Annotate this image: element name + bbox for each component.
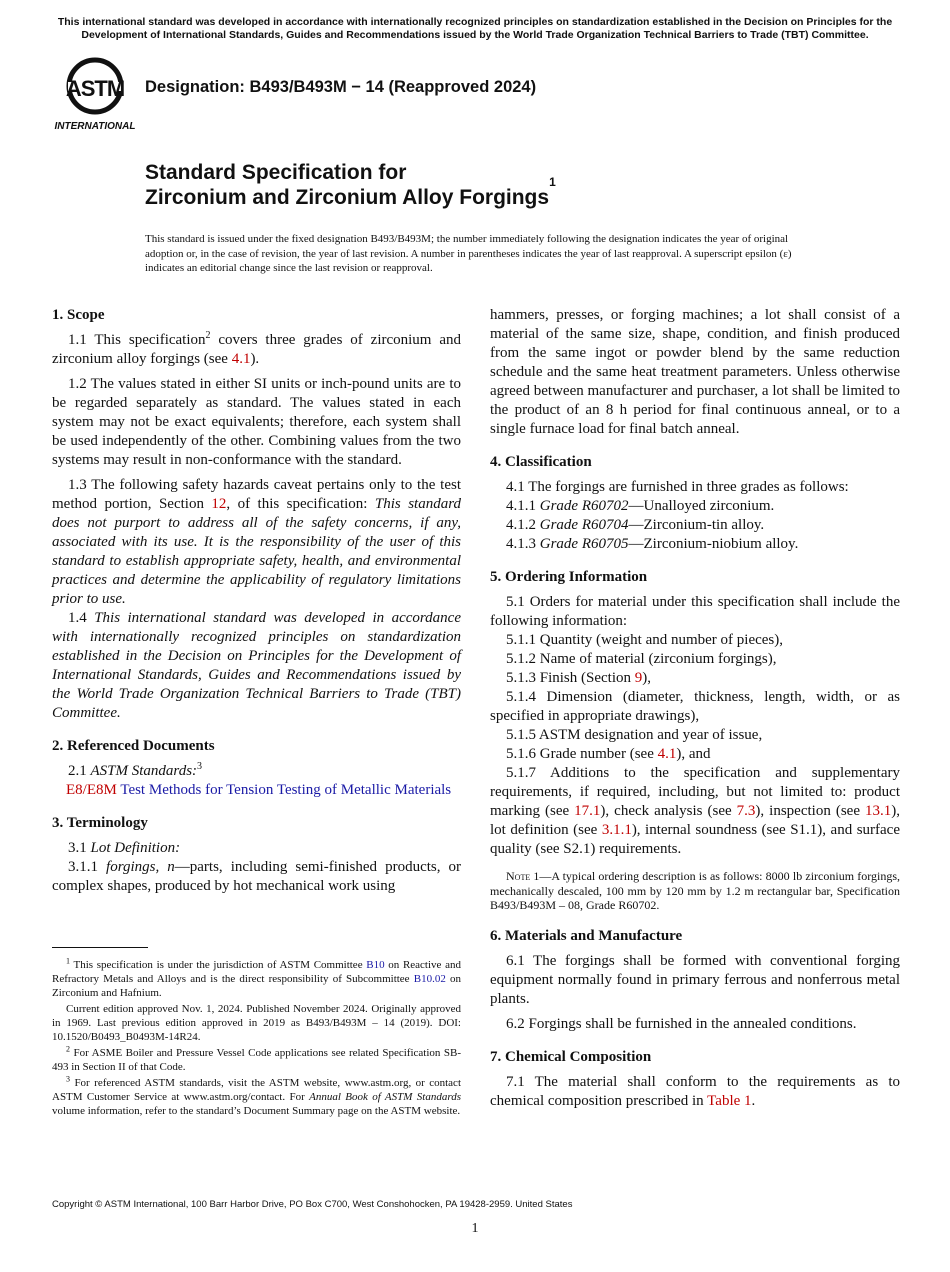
link-7-3[interactable]: 7.3 — [736, 803, 756, 819]
para-5-1-1: 5.1.1 Quantity (weight and number of pieces), — [506, 632, 784, 648]
designation: Designation: B493/B493M − 14 (Reapproved 2024) — [145, 78, 537, 96]
footnote-divider — [52, 947, 148, 948]
para-1-3: 1.3 The following safety hazards caveat pertains only to the test method portion, Section 12, of this specification: This standard does not purport to address all of the safety concerns, if any, associated with its use. It is the responsibility of the user of this standard to establish appropriate safety, health, and environmental practices and determine the applicability of regulatory limitations prior to use. — [52, 477, 461, 607]
para-5-1-5: 5.1.5 ASTM designation and year of issue, — [506, 727, 763, 743]
para-7-1: 7.1 The material shall conform to the requirements as to chemical composition prescribed in Table 1. — [490, 1073, 900, 1109]
link-4-1[interactable]: 4.1 — [231, 351, 251, 367]
link-b10[interactable]: B10 — [366, 959, 385, 971]
issue-note: This standard is issued under the fixed designation B493/B493M; the number immediately following the designation indicates the year of original adoption or, in the case of revision, the year of last revision. A number in parentheses indicates the year of last reapproval. A superscript epsilon (ε) indicates an editorial change since the last revision or reapproval. — [145, 233, 792, 274]
link-3-1-1[interactable]: 3.1.1 — [601, 822, 632, 838]
link-b10-02[interactable]: B10.02 — [413, 973, 446, 985]
astm-logo-icon — [54, 56, 136, 132]
para-3-1-1: 3.1.1 forgings, n—parts, including semi-finished products, or complex shapes, produced by hot mechanical work using — [52, 859, 462, 894]
footnote-1-edition: Current edition approved Nov. 1, 2024. Published November 2024. Originally approved in 1969. Last previous edition approved in 2019 as B493/B493M – 14 (2019). DOI: 10.1520/B0493_B0493M-14R24. — [52, 1003, 461, 1043]
reference-e8[interactable]: E8/E8M Test Methods for Tension Testing of Metallic Materials — [66, 782, 452, 798]
para-1-4: 1.4 This international standard was developed in accordance with internationally recognized principles on standardization established in the Decision on Principles for the Development of International Standards, Guides and Recommendations issued by the World Trade Organization Technical Barriers to Trade (TBT) Committee. — [52, 610, 461, 721]
para-5-1-2: 5.1.2 Name of material (zirconium forgings), — [506, 651, 777, 667]
link-4-1-b[interactable]: 4.1 — [657, 746, 677, 762]
para-5-1: 5.1 Orders for material under this specification shall include the following information: — [490, 594, 900, 629]
para-5-1-3: 5.1.3 Finish (Section 9), — [506, 670, 652, 686]
section-1-heading: 1. Scope — [52, 307, 105, 323]
section-4-heading: 4. Classification — [490, 454, 592, 470]
page-number: 1 — [471, 1221, 479, 1236]
para-4-1-3: 4.1.3 Grade R60705—Zirconium-niobium alloy. — [506, 536, 799, 552]
para-5-1-7: 5.1.7 Additions to the specification and supplementary requirements, if required, including, but not limited to: product marking (see 17.1), check analysis (see 7.3), inspection (see 13.1), lot definition (see 3.1.1), internal soundness (see S1.1), and surface quality (see S2.1) requirements. — [490, 765, 900, 857]
title-line-2: Zirconium and Zirconium Alloy Forgings — [145, 186, 550, 209]
top-notice: This international standard was developed in accordance with internationally recognized principles on standardization established in the Decision on Principles for the Development of International Standards, Guides and Recommendations issued by the World Trade Organization Technical Barriers to Trade (TBT) Committee. — [57, 16, 893, 41]
right-column — [490, 306, 900, 1117]
section-2-heading: 2. Referenced Documents — [52, 738, 215, 754]
section-5-heading: 5. Ordering Information — [490, 569, 648, 585]
para-5-1-6: 5.1.6 Grade number (see 4.1), and — [506, 746, 711, 762]
logo-mark: ASTM — [65, 76, 125, 101]
footnote-2: $^2$ For ASME Boiler and Pressure Vessel Code applications see related Specification SB-493 in Section II of that Code. — [52, 1044, 461, 1073]
section-7-heading: 7. Chemical Composition — [490, 1048, 652, 1065]
para-1-1: 1.1 This specification$^2$ covers three grades of zirconium and zirconium alloy forgings (see 4.1). — [52, 330, 461, 367]
left-column — [52, 306, 461, 902]
para-4-1-2: 4.1.2 Grade R60704—Zirconium-tin alloy. — [506, 517, 765, 533]
para-4-1-1: 4.1.1 Grade R60702—Unalloyed zirconium. — [506, 498, 775, 514]
footnotes — [52, 958, 461, 1120]
section-3-heading: 3. Terminology — [52, 815, 148, 831]
para-6-1: 6.1 The forgings shall be formed with conventional forging equipment normally found in primary ferrous and nonferrous metal plants. — [490, 952, 900, 1007]
para-3-1-1-cont: hammers, presses, or forging machines; a lot shall consist of a material of the same size, shape, condition, and finish produced from the same ingot or powder blend by the same reduction schedule and the same heat treatment parameters. Unless otherwise agreed between manufacturer and purchaser, a lot shall be limited to the product of an 8 h period for final continuous anneal, or to a single furnace load for final batch anneal. — [490, 307, 900, 437]
title-footnote-ref[interactable]: 1 — [549, 175, 556, 189]
para-6-2: 6.2 Forgings shall be furnished in the annealed conditions. — [506, 1015, 857, 1032]
link-17-1[interactable]: 17.1 — [574, 803, 601, 819]
copyright: Copyright © ASTM International, 100 Barr Harbor Drive, PO Box C700, West Conshohocken, PA 19428-2959. United States — [52, 1199, 573, 1210]
link-section-9[interactable]: 9 — [634, 670, 643, 686]
document-title — [145, 160, 556, 210]
logo-text: INTERNATIONAL — [54, 121, 136, 132]
para-1-2: 1.2 The values stated in either SI units or inch-pound units are to be regarded separately as standard. The values stated in each system may not be exact equivalents; therefore, each system shall be used independently of the other. Combining values from the two systems may result in non-conformance with the standard. — [52, 376, 461, 468]
para-3-1: 3.1 Lot Definition: — [68, 840, 181, 856]
footnote-ref-2[interactable]: 2 — [205, 330, 211, 341]
para-2-1: 2.1 ASTM Standards:$^3$ — [68, 761, 203, 779]
link-table-1[interactable]: Table 1 — [707, 1092, 752, 1109]
title-line-1: Standard Specification for — [145, 161, 407, 184]
footnote-ref-3[interactable]: 3 — [197, 761, 203, 772]
link-section-12[interactable]: 12 — [211, 496, 227, 512]
section-6-heading: 6. Materials and Manufacture — [490, 927, 683, 944]
note-1: Note 1—A typical ordering description is as follows: 8000 lb zirconium forgings, mechanically descaled, 100 mm by 120 mm by 1.2 m rectangular bar, Specification B493/B493M – 08, Grade R60702. — [490, 869, 900, 912]
para-4-1: 4.1 The forgings are furnished in three grades as follows: — [506, 479, 849, 495]
link-13-1[interactable]: 13.1 — [865, 803, 892, 819]
footnote-3: $^3$ For referenced ASTM standards, visit the ASTM website, www.astm.org, or contact ASTM Customer Service at www.astm.org/contact. For Annual Book of ASTM Standards volume information, refer to the standard’s Document Summary page on the ASTM website. — [52, 1074, 461, 1117]
footnote-1: $^1$ This specification is under the jurisdiction of ASTM Committee B10 on Reactive and Refractory Metals and Alloys and is the direct responsibility of Subcommittee B10.02 on Zirconium and Hafnium. — [52, 956, 462, 999]
para-5-1-4: 5.1.4 Dimension (diameter, thickness, length, width, or as specified in appropriate drawings), — [490, 689, 900, 724]
